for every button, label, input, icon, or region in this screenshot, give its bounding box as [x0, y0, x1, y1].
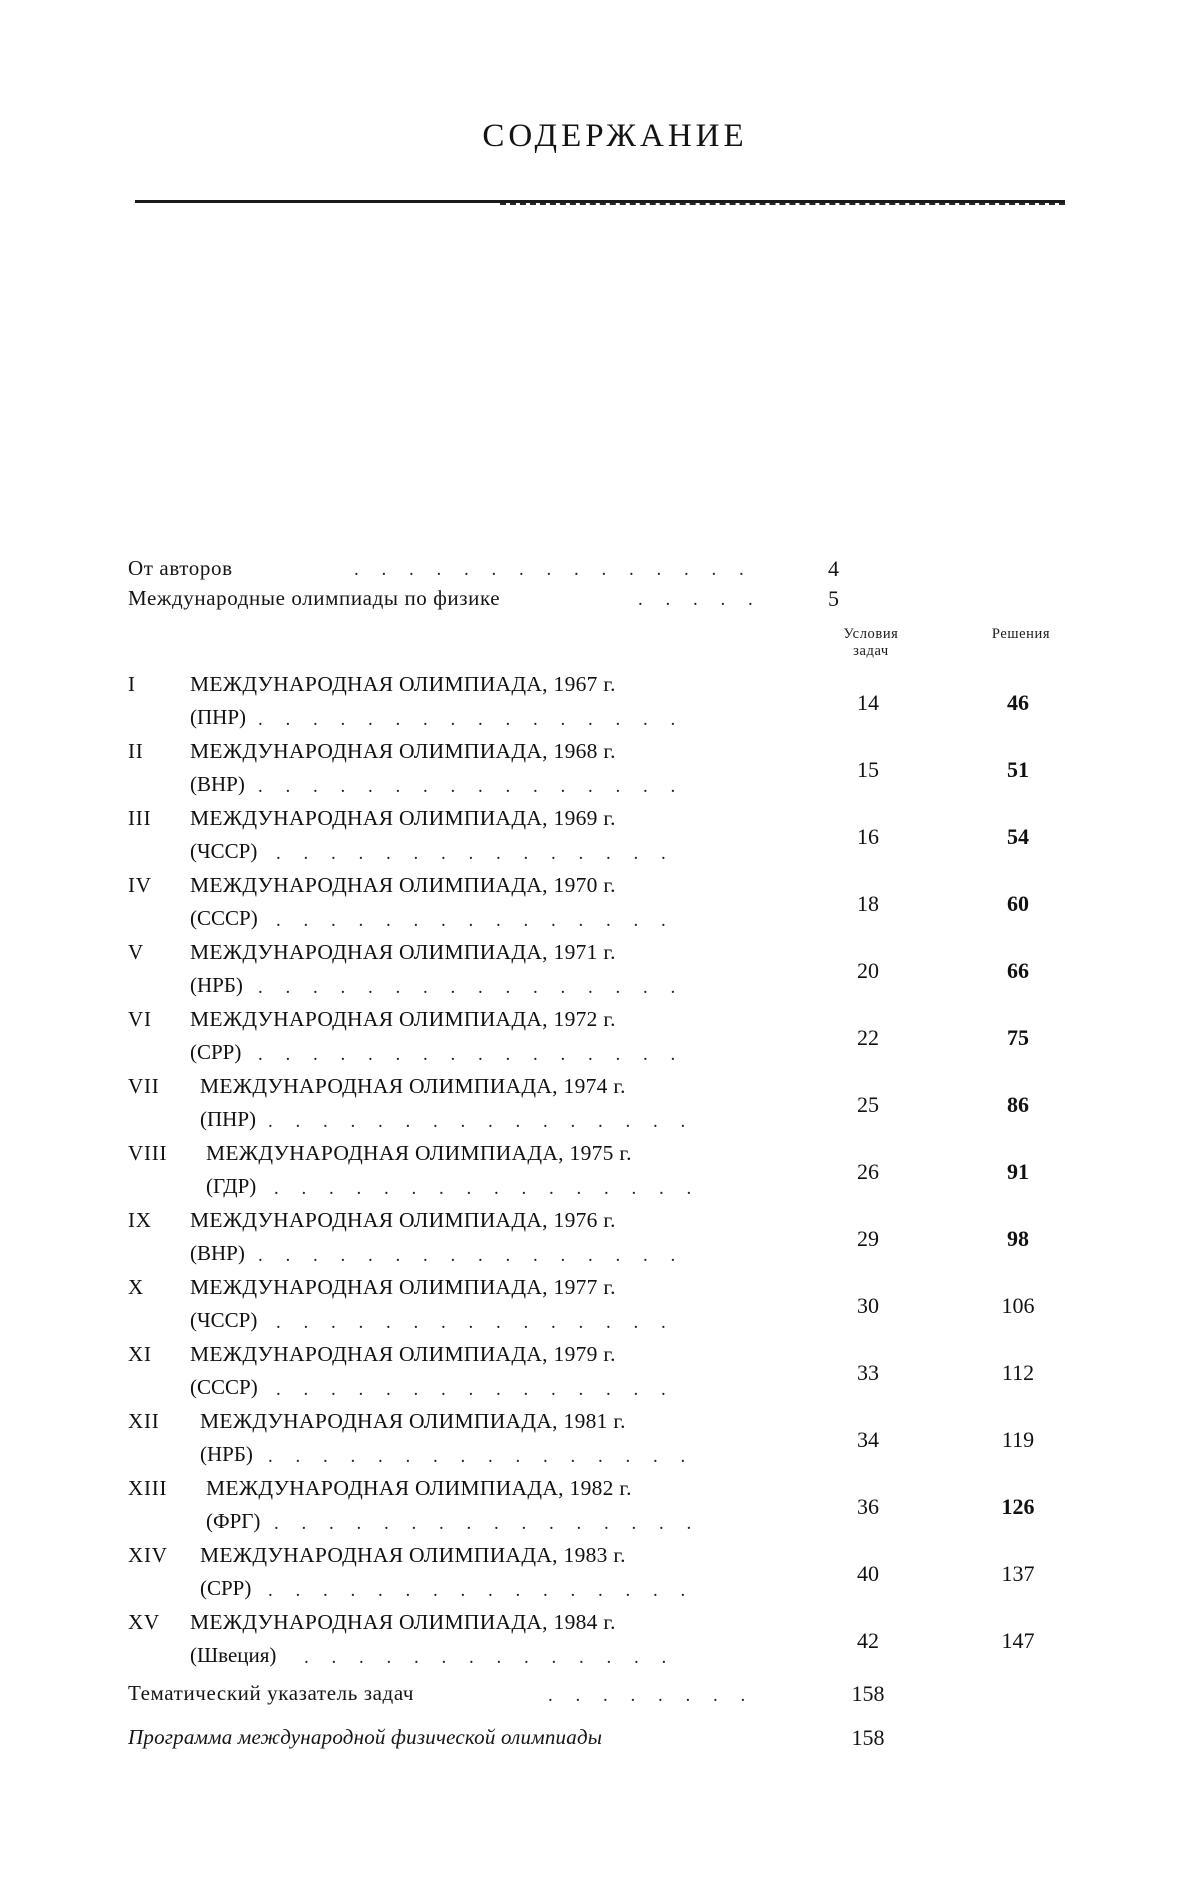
toc-entry-label: От авторов	[128, 556, 233, 580]
list-item[interactable]	[128, 1543, 1078, 1610]
column-header-problems-line1: Условия	[843, 626, 899, 642]
toc-body	[128, 556, 1078, 1769]
leader-dots: . . . . . . . . . . . . . . . .	[258, 1245, 685, 1266]
olympiad-name: МЕЖДУНАРОДНАЯ ОЛИМПИАДА, 1976 г.	[190, 1208, 616, 1232]
olympiad-number: I	[128, 672, 136, 696]
olympiad-country: (СССР)	[190, 1375, 258, 1399]
olympiad-number: VI	[128, 1007, 152, 1031]
leader-dots: . . . . . . . . . . . . . .	[304, 1647, 676, 1668]
olympiad-country: (ФРГ)	[206, 1509, 261, 1533]
olympiad-country: (НРБ)	[190, 973, 243, 997]
olympiad-number: IV	[128, 873, 152, 897]
olympiad-solutions-page: 147	[1001, 1628, 1035, 1653]
list-item[interactable]	[128, 1208, 1078, 1275]
leader-dots: . . . . . . . . . . . . . . .	[354, 559, 753, 580]
olympiad-name: МЕЖДУНАРОДНАЯ ОЛИМПИАДА, 1967 г.	[190, 672, 616, 696]
olympiad-country: (НРБ)	[200, 1442, 253, 1466]
olympiad-country: (ВНР)	[190, 1241, 245, 1265]
olympiad-number: XV	[128, 1610, 160, 1634]
title-rule-dashed	[500, 203, 1065, 207]
olympiad-number: XII	[128, 1409, 160, 1433]
list-item[interactable]	[128, 940, 1078, 1007]
olympiad-problems-page: 14	[857, 690, 879, 715]
olympiad-solutions-page: 119	[1001, 1427, 1035, 1452]
olympiad-country: (СРР)	[190, 1040, 242, 1064]
list-item[interactable]	[128, 1409, 1078, 1476]
list-item[interactable]	[128, 739, 1078, 806]
leader-dots: . . . . . . . . . . . . . . . .	[274, 1513, 701, 1534]
olympiad-name: МЕЖДУНАРОДНАЯ ОЛИМПИАДА, 1975 г.	[206, 1141, 632, 1165]
olympiad-solutions-page: 137	[1001, 1561, 1035, 1586]
olympiad-solutions-page: 46	[1007, 690, 1029, 715]
olympiad-solutions-page: 126	[1001, 1494, 1035, 1519]
leader-dots: . . . . . . . . . . . . . . . .	[268, 1446, 695, 1467]
column-header-problems	[816, 626, 926, 660]
leader-dots: . . . . . . . .	[548, 1685, 755, 1706]
leader-dots: . . . . . . . . . . . . . . . .	[258, 709, 685, 730]
olympiad-country: (ЧССР)	[190, 839, 258, 863]
toc-entry-label: Программа международной физической олимпиады	[128, 1725, 603, 1749]
olympiad-name: МЕЖДУНАРОДНАЯ ОЛИМПИАДА, 1984 г.	[190, 1610, 616, 1634]
olympiad-problems-page: 25	[857, 1092, 879, 1117]
olympiad-name: МЕЖДУНАРОДНАЯ ОЛИМПИАДА, 1982 г.	[206, 1476, 632, 1500]
column-headers	[128, 626, 1078, 672]
leader-dots: . . . . . . . . . . . . . . . .	[258, 1044, 685, 1065]
olympiad-number: II	[128, 739, 144, 763]
olympiad-problems-page: 33	[857, 1360, 879, 1385]
olympiad-name: МЕЖДУНАРОДНАЯ ОЛИМПИАДА, 1977 г.	[190, 1275, 616, 1299]
olympiad-solutions-page: 112	[1001, 1360, 1035, 1385]
list-item[interactable]	[128, 1007, 1078, 1074]
olympiad-number: IX	[128, 1208, 152, 1232]
olympiad-solutions-page: 60	[1007, 891, 1029, 916]
toc-tail	[128, 1681, 1078, 1769]
leader-dots: . . . . . . . . . . . . . . . .	[268, 1111, 695, 1132]
list-item[interactable]	[128, 1275, 1078, 1342]
leader-dots: . . . . . . . . . . . . . . . .	[274, 1178, 701, 1199]
olympiad-country: (ГДР)	[206, 1174, 257, 1198]
olympiad-problems-page: 29	[857, 1226, 879, 1251]
olympiad-number: XIII	[128, 1476, 168, 1500]
list-item[interactable]	[128, 873, 1078, 940]
toc-entry-page: 158	[851, 1725, 885, 1750]
olympiad-problems-page: 40	[857, 1561, 879, 1586]
toc-entry-program[interactable]	[128, 1725, 1078, 1769]
toc-entry-label: Тематический указатель задач	[128, 1681, 415, 1705]
olympiad-solutions-page: 86	[1007, 1092, 1029, 1117]
olympiad-solutions-page: 75	[1007, 1025, 1029, 1050]
olympiad-name: МЕЖДУНАРОДНАЯ ОЛИМПИАДА, 1971 г.	[190, 940, 616, 964]
olympiad-country: (ПНР)	[200, 1107, 256, 1131]
list-item[interactable]	[128, 1342, 1078, 1409]
olympiad-number: VII	[128, 1074, 160, 1098]
list-item[interactable]	[128, 806, 1078, 873]
olympiad-solutions-page: 91	[1007, 1159, 1029, 1184]
olympiad-solutions-page: 54	[1007, 824, 1029, 849]
olympiad-problems-page: 18	[857, 891, 879, 916]
olympiad-name: МЕЖДУНАРОДНАЯ ОЛИМПИАДА, 1974 г.	[200, 1074, 626, 1098]
leader-dots: . . . . . . . . . . . . . . . .	[258, 776, 685, 797]
olympiad-problems-page: 30	[857, 1293, 879, 1318]
olympiad-solutions-page: 66	[1007, 958, 1029, 983]
toc-entry-page: 158	[851, 1681, 885, 1706]
leader-dots: . . . . .	[638, 589, 762, 610]
column-header-problems-line2: задач	[853, 643, 889, 659]
olympiad-number: V	[128, 940, 144, 964]
olympiad-problems-page: 20	[857, 958, 879, 983]
leader-dots: . . . . . . . . . . . . . . .	[276, 1312, 675, 1333]
olympiad-name: МЕЖДУНАРОДНАЯ ОЛИМПИАДА, 1981 г.	[200, 1409, 626, 1433]
toc-entry-page: 4	[828, 556, 840, 581]
olympiad-solutions-page: 51	[1007, 757, 1029, 782]
list-item[interactable]	[128, 1074, 1078, 1141]
leader-dots: . . . . . . . . . . . . . . .	[276, 910, 675, 931]
olympiad-name: МЕЖДУНАРОДНАЯ ОЛИМПИАДА, 1970 г.	[190, 873, 616, 897]
olympiad-country: (ЧССР)	[190, 1308, 258, 1332]
olympiad-problems-page: 22	[857, 1025, 879, 1050]
leader-dots: . . . . . . . . . . . . . . .	[276, 843, 675, 864]
olympiad-country: (ПНР)	[190, 705, 246, 729]
olympiad-number: XIV	[128, 1543, 168, 1567]
toc-entry-intro[interactable]	[128, 586, 1078, 616]
olympiad-name: МЕЖДУНАРОДНАЯ ОЛИМПИАДА, 1969 г.	[190, 806, 616, 830]
toc-entry-index[interactable]	[128, 1681, 1078, 1725]
olympiad-name: МЕЖДУНАРОДНАЯ ОЛИМПИАДА, 1983 г.	[200, 1543, 626, 1567]
leader-dots: . . . . . . . . . . . . . . .	[276, 1379, 675, 1400]
list-item[interactable]	[128, 1141, 1078, 1208]
olympiad-problems-page: 34	[857, 1427, 879, 1452]
olympiad-problems-page: 42	[857, 1628, 879, 1653]
olympiad-problems-page: 26	[857, 1159, 879, 1184]
olympiad-number: X	[128, 1275, 144, 1299]
olympiad-name: МЕЖДУНАРОДНАЯ ОЛИМПИАДА, 1968 г.	[190, 739, 616, 763]
olympiad-problems-page: 16	[857, 824, 879, 849]
olympiad-country: (СРР)	[200, 1576, 252, 1600]
olympiad-solutions-page: 98	[1007, 1226, 1029, 1251]
olympiad-number: XI	[128, 1342, 152, 1366]
olympiad-number: III	[128, 806, 152, 830]
olympiad-number: VIII	[128, 1141, 168, 1165]
toc-entry-authors[interactable]	[128, 556, 1078, 586]
leader-dots: . . . . . . . . . . . . . . . .	[258, 977, 685, 998]
column-header-solutions: Решения	[991, 626, 1051, 642]
olympiad-country: (Швеция)	[190, 1643, 277, 1667]
olympiad-name: МЕЖДУНАРОДНАЯ ОЛИМПИАДА, 1979 г.	[190, 1342, 616, 1366]
olympiad-name: МЕЖДУНАРОДНАЯ ОЛИМПИАДА, 1972 г.	[190, 1007, 616, 1031]
olympiad-country: (СССР)	[190, 906, 258, 930]
toc-entry-label: Международные олимпиады по физике	[128, 586, 501, 610]
page-title: СОДЕРЖАНИЕ	[482, 118, 748, 154]
olympiad-list	[128, 672, 1078, 1677]
leader-dots: . . . . . . . . . . . . . . . .	[268, 1580, 695, 1601]
toc-entry-page: 5	[828, 586, 840, 611]
olympiad-country: (ВНР)	[190, 772, 245, 796]
list-item[interactable]	[128, 672, 1078, 739]
list-item[interactable]	[128, 1476, 1078, 1543]
list-item[interactable]	[128, 1610, 1078, 1677]
olympiad-solutions-page: 106	[1001, 1293, 1035, 1318]
olympiad-problems-page: 15	[857, 757, 879, 782]
olympiad-problems-page: 36	[857, 1494, 879, 1519]
